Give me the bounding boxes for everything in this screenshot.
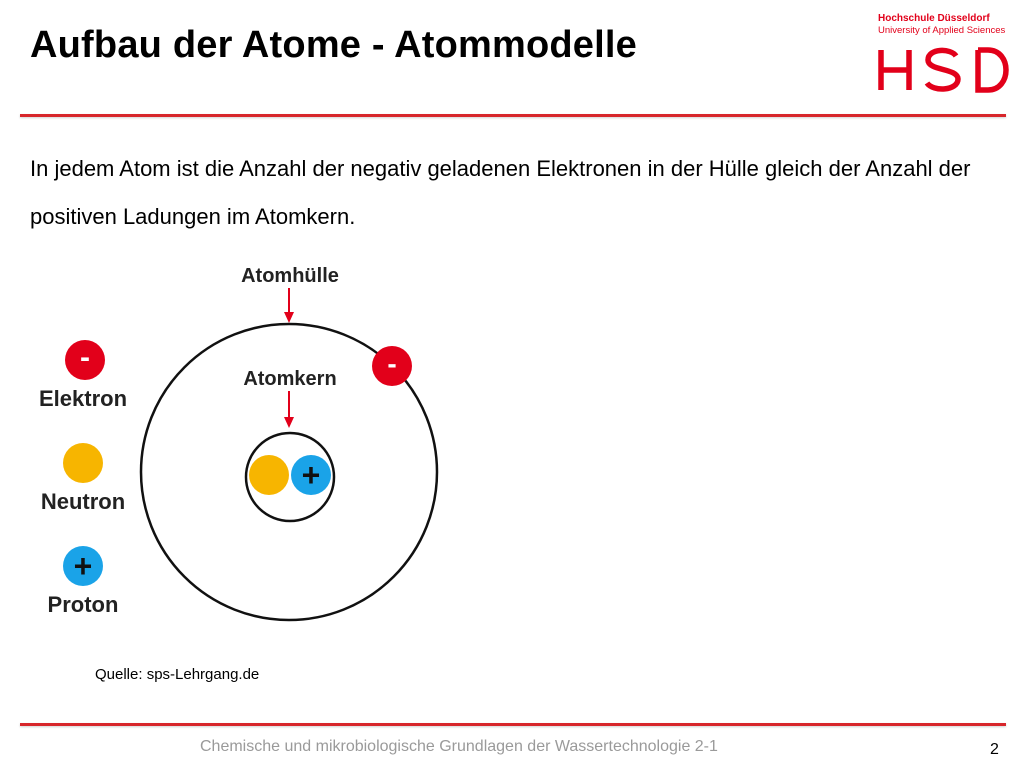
footer-course-title: Chemische und mikrobiologische Grundlagen der Wassertechnologie 2-1 — [200, 738, 718, 755]
shell-electron-symbol: - — [387, 348, 397, 379]
nucleus-arrow-head — [284, 417, 294, 428]
slide-title: Aufbau der Atome - Atommodelle — [30, 24, 637, 66]
bottom-divider — [20, 723, 1006, 726]
proton-legend-symbol: + — [73, 548, 93, 584]
top-divider — [20, 114, 1006, 117]
atom-model-diagram — [30, 255, 460, 635]
source-citation: Quelle: sps-Lehrgang.de — [95, 666, 260, 683]
body-text: In jedem Atom ist die Anzahl der negativ geladenen Elektronen in der Hülle gleich der Anzahl der positiven Ladungen im Atomkern. — [30, 156, 971, 229]
nucleus-proton-symbol: + — [301, 457, 321, 493]
nucleus-neutron — [249, 455, 289, 495]
nucleus-label: Atomkern — [243, 368, 337, 390]
logo-line-1: Hochschule Düsseldorf — [878, 13, 990, 24]
neutron-legend-icon — [63, 443, 103, 483]
neutron-label: Neutron — [40, 489, 126, 514]
shell-arrow-head — [284, 312, 294, 323]
electron-symbol: - — [80, 341, 90, 374]
shell-label: Atomhülle — [241, 265, 339, 287]
hsd-logo-mark — [876, 40, 1016, 96]
page-number: 2 — [990, 741, 999, 758]
hsd-logo — [876, 12, 1016, 96]
logo-line-2: University of Applied Sciences — [878, 25, 1006, 36]
electron-label: Elektron — [38, 386, 128, 411]
proton-label: Proton — [47, 592, 119, 617]
